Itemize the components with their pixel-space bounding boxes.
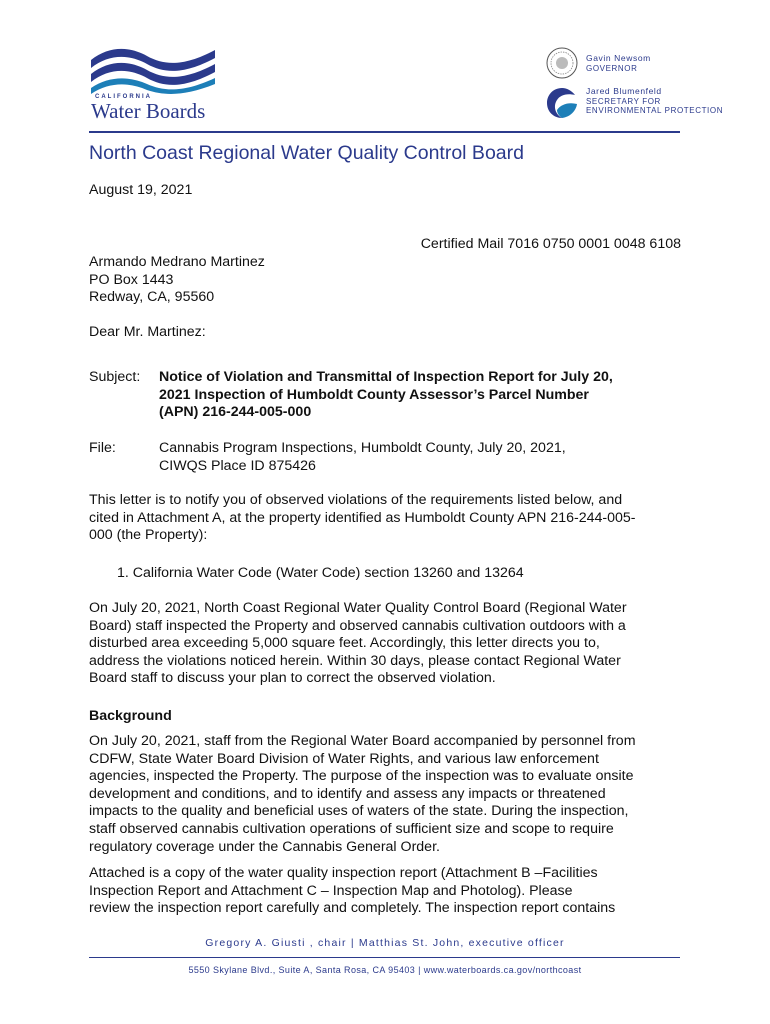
header-rule xyxy=(89,131,680,133)
intro-line-2: cited in Attachment A, at the property identified as Humboldt County APN 216-244-005- xyxy=(89,509,636,526)
para3-line-2: Inspection Report and Attachment C – Inspection Map and Photolog). Please xyxy=(89,882,573,899)
intro-line-3: 000 (the Property): xyxy=(89,527,208,544)
para1-line-1: On July 20, 2021, North Coast Regional Water Quality Control Board (Regional Water xyxy=(89,600,627,616)
logo-big-text: Water Boards xyxy=(91,99,206,123)
salutation: Dear Mr. Martinez: xyxy=(89,324,206,340)
paragraph-1 xyxy=(89,600,681,688)
secretary-block xyxy=(586,87,723,116)
intro-paragraph xyxy=(89,492,681,545)
para1-line-4: address the violations noticed herein. Within 30 days, please contact Regional Water xyxy=(89,652,621,669)
recipient-block xyxy=(89,254,681,307)
para1-line-3: disturbed area exceeding 5,000 square feet. Accordingly, this letter directs you to, xyxy=(89,635,600,652)
para2-line-6: staff observed cannabis cultivation operations of sufficient size and scope to require xyxy=(89,820,614,837)
background-heading: Background xyxy=(89,708,172,724)
para3-line-1: Attached is a copy of the water quality inspection report (Attachment B –Facilities xyxy=(89,865,598,881)
para2-line-4: development and conditions, and to identify and assess any impacts or threatened xyxy=(89,785,606,802)
certified-mail: Certified Mail 7016 0750 0001 0048 6108 xyxy=(420,236,681,252)
para2-line-2: CDFW, State Water Board Division of Water Rights, and various law enforcement xyxy=(89,750,599,767)
para2-line-1: On July 20, 2021, staff from the Regional Water Board accompanied by personnel from xyxy=(89,733,636,749)
recipient-name: Armando Medrano Martinez xyxy=(89,254,265,270)
file-text xyxy=(159,440,681,475)
footer-officers: Gregory A. Giusti , chair | Matthias St. John, executive officer xyxy=(205,937,565,949)
paragraph-3 xyxy=(89,865,681,918)
subject-line-2: 2021 Inspection of Humboldt County Assessor’s Parcel Number xyxy=(159,386,589,403)
governor-block xyxy=(586,54,651,73)
subject-line-1: Notice of Violation and Transmittal of Inspection Report for July 20, xyxy=(159,369,613,385)
governor-name: Gavin Newsom xyxy=(586,53,651,63)
file-label: File: xyxy=(89,440,116,456)
secretary-title-1: SECRETARY FOR xyxy=(586,96,661,106)
recipient-address1: PO Box 1443 xyxy=(89,271,174,288)
para2-line-3: agencies, inspected the Property. The purpose of the inspection was to evaluate onsite xyxy=(89,768,634,785)
state-seal-icon xyxy=(546,47,578,79)
file-line-1: Cannabis Program Inspections, Humboldt County, July 20, 2021, xyxy=(159,440,566,456)
list-item: 1. California Water Code (Water Code) section 13260 and 13264 xyxy=(117,565,524,581)
recipient-address2: Redway, CA, 95560 xyxy=(89,289,215,306)
para3-line-3: review the inspection report carefully and completely. The inspection report contains xyxy=(89,900,616,917)
file-line-2: CIWQS Place ID 875426 xyxy=(159,457,316,474)
paragraph-2 xyxy=(89,733,681,856)
water-boards-logo xyxy=(89,46,219,126)
board-title: North Coast Regional Water Quality Control Board xyxy=(89,142,524,164)
footer-rule xyxy=(89,957,680,958)
para2-line-7: regulatory coverage under the Cannabis General Order. xyxy=(89,838,440,855)
subject-label: Subject: xyxy=(89,369,141,385)
secretary-name: Jared Blumenfeld xyxy=(586,86,662,96)
footer-address: 5550 Skylane Blvd., Suite A, Santa Rosa, CA 95403 | www.waterboards.ca.gov/northcoast xyxy=(188,965,582,975)
letter-date: August 19, 2021 xyxy=(89,182,193,198)
governor-title: GOVERNOR xyxy=(586,63,638,73)
subject-text xyxy=(159,369,681,422)
para1-line-5: Board staff to discuss your plan to correct the observed violation. xyxy=(89,670,496,687)
waves-icon xyxy=(89,46,219,94)
intro-line-1: This letter is to notify you of observed violations of the requirements listed below, and xyxy=(89,492,623,508)
calepa-logo-icon xyxy=(545,86,579,120)
secretary-title-2: ENVIRONMENTAL PROTECTION xyxy=(586,106,724,115)
para1-line-2: Board) staff inspected the Property and observed cannabis cultivation outdoors with a xyxy=(89,617,626,634)
para2-line-5: impacts to the quality and beneficial uses of waters of the state. During the inspection, xyxy=(89,803,629,820)
subject-line-3: (APN) 216-244-005-000 xyxy=(159,404,312,421)
logo-small-text: CALIFORNIA xyxy=(95,94,152,100)
